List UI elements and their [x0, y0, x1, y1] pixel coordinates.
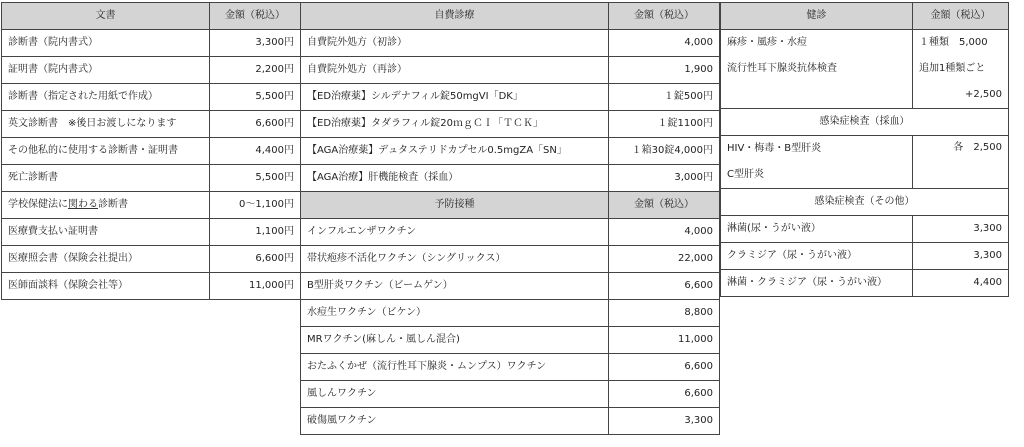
- documents-header: 文書: [2, 3, 210, 30]
- self-pay-header: 自費診療: [301, 3, 609, 30]
- other-test-name: 淋菌・クラミジア（尿・うがい液）: [721, 270, 913, 297]
- blood-test-name: C型肝炎: [721, 162, 913, 189]
- other-test-price: 3,300: [913, 216, 1009, 243]
- checkup-price: +2,500: [913, 82, 1009, 109]
- blood-test-name: HIV・梅毒・B型肝炎: [721, 136, 913, 163]
- table-row: [301, 327, 720, 354]
- vaccine-name: MRワクチン(麻しん・風しん混合): [301, 327, 609, 354]
- vaccines-price-header: 金額（税込）: [609, 192, 720, 219]
- self-pay-name: 【AGA治療薬】デュタステリドカプセル0.5mgZA「SN」: [301, 138, 609, 165]
- self-pay-name: 自費院外処方（初診）: [301, 30, 609, 57]
- self-pay-table: [300, 2, 720, 435]
- other-test-section-header: 感染症検査（その他）: [721, 189, 1009, 216]
- vaccine-name: B型肝炎ワクチン（ビームゲン）: [301, 273, 609, 300]
- checkup-name: 流行性耳下腺炎抗体検査: [721, 56, 913, 82]
- table-row: [721, 216, 1009, 243]
- checkup-header: 健診: [721, 3, 913, 30]
- table-row: [2, 219, 301, 246]
- table-row: [301, 138, 720, 165]
- table-row: [2, 57, 301, 84]
- table-row: [2, 165, 301, 192]
- table-row: [301, 273, 720, 300]
- vaccine-price: 6,600: [609, 273, 720, 300]
- document-price: 6,600円: [210, 246, 301, 273]
- self-pay-name: 自費院外処方（再診）: [301, 57, 609, 84]
- checkup-price-header: 金額（税込）: [913, 3, 1009, 30]
- document-name: 診断書（院内書式）: [2, 30, 210, 57]
- document-price: 4,400円: [210, 138, 301, 165]
- blood-test-section-header: 感染症検査（採血）: [721, 109, 1009, 136]
- table-row: [721, 243, 1009, 270]
- table-row: [2, 273, 301, 300]
- table-row: [301, 84, 720, 111]
- table-row: [2, 111, 301, 138]
- self-pay-name: 【ED治療薬】シルデナフィル錠50mgVI「DK」: [301, 84, 609, 111]
- document-name-part: 学校保健法に: [8, 199, 68, 210]
- self-pay-price: １箱30錠4,000円: [609, 138, 720, 165]
- document-name: 英文診断書 ※後日お渡しになります: [2, 111, 210, 138]
- other-test-price: 4,400: [913, 270, 1009, 297]
- vaccine-name: インフルエンザワクチン: [301, 219, 609, 246]
- self-pay-price: 3,000円: [609, 165, 720, 192]
- vaccine-name: 水痘生ワクチン（ビケン）: [301, 300, 609, 327]
- document-name: 医療照会書（保険会社提出）: [2, 246, 210, 273]
- self-pay-price: １錠1100円: [609, 111, 720, 138]
- table-row: [2, 30, 301, 57]
- vaccine-price: 6,600: [609, 354, 720, 381]
- self-pay-name: 【ED治療薬】タダラフィル錠20ｍｇＣＩ「ＴＣＫ」: [301, 111, 609, 138]
- document-name: 診断書（指定された用紙で作成）: [2, 84, 210, 111]
- vaccines-header: 予防接種: [301, 192, 609, 219]
- vaccine-name: 破傷風ワクチン: [301, 408, 609, 435]
- document-price: 5,500円: [210, 165, 301, 192]
- document-name: 医師面談料（保険会社等）: [2, 273, 210, 300]
- table-row: [2, 246, 301, 273]
- document-name: その他私的に使用する診断書・証明書: [2, 138, 210, 165]
- table-row: [301, 219, 720, 246]
- table-row: [301, 246, 720, 273]
- checkup-price: 追加1種類ごと: [913, 56, 1009, 82]
- checkup-table: [720, 2, 1009, 297]
- table-row: [721, 136, 1009, 163]
- document-name: 死亡診断書: [2, 165, 210, 192]
- table-row: [301, 111, 720, 138]
- vaccine-price: 11,000: [609, 327, 720, 354]
- table-row: [2, 192, 301, 219]
- vaccine-price: 8,800: [609, 300, 720, 327]
- document-name: 証明書（院内書式）: [2, 57, 210, 84]
- document-price: 0～1,100円: [210, 192, 301, 219]
- document-name: [2, 192, 210, 219]
- document-price: 11,000円: [210, 273, 301, 300]
- document-price: 3,300円: [210, 30, 301, 57]
- document-name-part: 診断書: [98, 199, 128, 210]
- table-row: [2, 138, 301, 165]
- self-pay-price: 1,900: [609, 57, 720, 84]
- table-row: [2, 84, 301, 111]
- self-pay-price-header: 金額（税込）: [609, 3, 720, 30]
- self-pay-name: 【AGA治療】肝機能検査（採血）: [301, 165, 609, 192]
- table-row: [721, 82, 1009, 109]
- table-row: [301, 30, 720, 57]
- table-row: [721, 30, 1009, 57]
- vaccine-name: 帯状疱疹不活化ワクチン（シングリックス）: [301, 246, 609, 273]
- self-pay-price: 4,000: [609, 30, 720, 57]
- document-price: 1,100円: [210, 219, 301, 246]
- documents-price-header: 金額（税込）: [210, 3, 301, 30]
- checkup-empty-cell: [721, 82, 913, 109]
- document-price: 5,500円: [210, 84, 301, 111]
- blood-test-price: 各 2,500: [913, 136, 1009, 189]
- checkup-price: １種類 5,000: [913, 30, 1009, 57]
- table-row: [301, 300, 720, 327]
- document-name: 医療費支払い証明書: [2, 219, 210, 246]
- other-test-price: 3,300: [913, 243, 1009, 270]
- documents-table: [1, 2, 301, 300]
- self-pay-price: １錠500円: [609, 84, 720, 111]
- vaccine-name: おたふくかぜ（流行性耳下腺炎・ムンプス）ワクチン: [301, 354, 609, 381]
- document-price: 6,600円: [210, 111, 301, 138]
- document-price: 2,200円: [210, 57, 301, 84]
- table-row: [721, 270, 1009, 297]
- vaccine-price: 22,000: [609, 246, 720, 273]
- vaccine-name: 風しんワクチン: [301, 381, 609, 408]
- table-row: [301, 381, 720, 408]
- table-row: [301, 408, 720, 435]
- document-name-underlined: 関わる: [68, 199, 98, 210]
- checkup-name: 麻疹・風疹・水痘: [721, 30, 913, 57]
- table-row: [721, 56, 1009, 82]
- vaccine-price: 4,000: [609, 219, 720, 246]
- other-test-name: クラミジア（尿・うがい液）: [721, 243, 913, 270]
- table-row: [301, 165, 720, 192]
- other-test-name: 淋菌(尿・うがい液）: [721, 216, 913, 243]
- table-row: [301, 354, 720, 381]
- table-row: [301, 57, 720, 84]
- vaccine-price: 6,600: [609, 381, 720, 408]
- vaccine-price: 3,300: [609, 408, 720, 435]
